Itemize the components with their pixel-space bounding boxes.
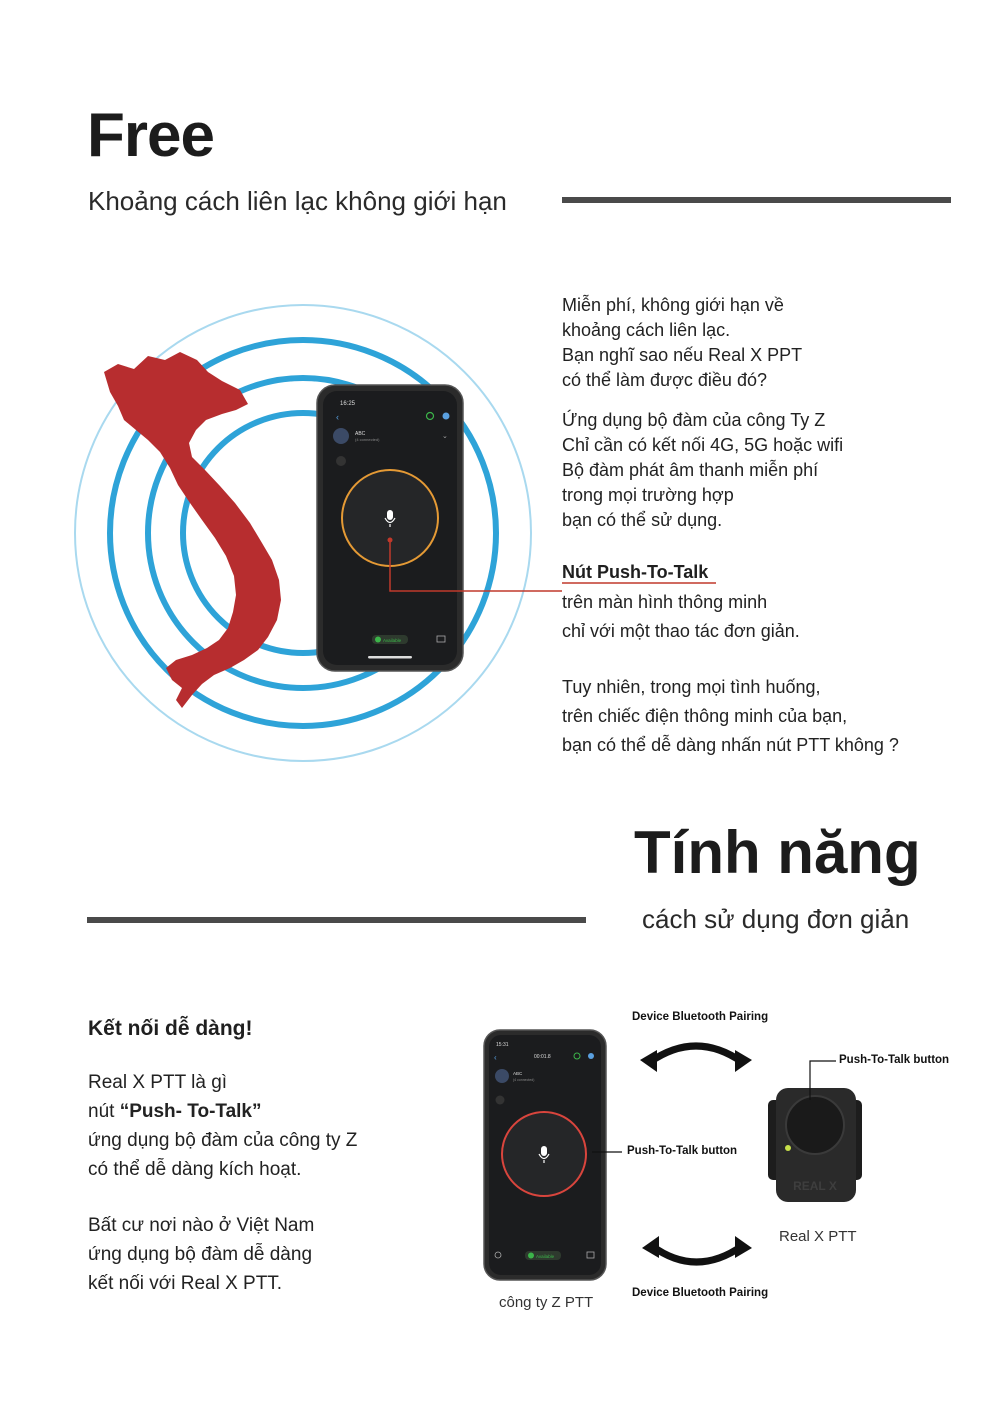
device-ptt-label: Push-To-Talk button bbox=[839, 1054, 950, 1066]
back-chevron-icon[interactable]: ‹ bbox=[336, 412, 339, 422]
camera-icon[interactable] bbox=[336, 456, 346, 466]
device-led bbox=[785, 1145, 791, 1151]
divider-rule-2 bbox=[87, 917, 586, 923]
pairing-label-bottom: Device Bluetooth Pairing bbox=[632, 1287, 769, 1299]
divider-rule bbox=[562, 197, 951, 203]
what-is-paragraph: Real X PTT là gì nút “Push- To-Talk” ứng dụng bộ đàm của công ty Z có thể dễ dàng kích hoạt. bbox=[88, 1072, 358, 1180]
features-subtitle: cách sử dụng đơn giản bbox=[642, 904, 910, 934]
app-paragraph: Ứng dụng bộ đàm của công Ty Z Chỉ cần có kết nối 4G, 5G hoặc wifi Bộ đàm phát âm thanh miễn phí trong mọi trường hợp bạn có thể sử dụng. bbox=[562, 410, 844, 530]
pairing-label-top: Device Bluetooth Pairing bbox=[632, 1011, 769, 1023]
phone2-timer: 00:01.8 bbox=[534, 1054, 551, 1060]
phone-time: 16:25 bbox=[340, 401, 356, 407]
phone-status: Available bbox=[383, 638, 402, 643]
group-status: (4 connected) bbox=[355, 437, 380, 442]
features-title: Tính năng bbox=[634, 819, 921, 886]
microphone-icon bbox=[387, 510, 393, 520]
vietnam-paragraph: Bất cư nơi nào ở Việt Nam ứng dụng bộ đàm dễ dàng kết nối với Real X PTT. bbox=[88, 1215, 315, 1294]
pairing-arrow-bottom bbox=[652, 1246, 742, 1262]
phone-ptt-label: Push-To-Talk button bbox=[627, 1145, 738, 1157]
phone2-group-name: ABC bbox=[513, 1071, 523, 1076]
page-title: Free bbox=[87, 101, 214, 170]
closing-paragraph: Tuy nhiên, trong mọi tình huống, trên chiếc điện thông minh của bạn, bạn có thể dễ dàng nhấn nút PTT không ? bbox=[562, 677, 899, 755]
page-subtitle: Khoảng cách liên lạc không giới hạn bbox=[88, 186, 507, 216]
pairing-arrow-top bbox=[650, 1046, 742, 1062]
device-ptt-button[interactable] bbox=[786, 1096, 844, 1154]
camera-icon[interactable] bbox=[496, 1096, 505, 1105]
connect-heading: Kết nối dễ dàng! bbox=[88, 1017, 253, 1040]
ptt-heading: Nút Push-To-Talk bbox=[562, 562, 709, 582]
device-caption: Real X PTT bbox=[779, 1228, 857, 1245]
group-avatar bbox=[333, 428, 349, 444]
vietnam-map bbox=[104, 352, 281, 708]
device-brand: REAL X bbox=[793, 1179, 837, 1193]
phone2-status: Available bbox=[536, 1254, 555, 1259]
microphone-icon bbox=[541, 1146, 547, 1156]
chevron-down-icon[interactable]: ⌄ bbox=[442, 433, 448, 440]
intro-paragraph: Miễn phí, không giới hạn về khoảng cách liên lạc. Bạn nghĩ sao nếu Real X PPT có thể làm được điều đó? bbox=[562, 295, 803, 390]
phone-caption: công ty Z PTT bbox=[499, 1294, 594, 1311]
real-x-ptt-device bbox=[768, 1088, 862, 1202]
ptt-paragraph: trên màn hình thông minh chỉ với một thao tác đơn giản. bbox=[562, 592, 800, 641]
phone2-time: 15:31 bbox=[496, 1042, 509, 1048]
smartphone-2 bbox=[484, 1030, 606, 1280]
group-name: ABC bbox=[355, 431, 366, 437]
status-check-icon bbox=[528, 1253, 534, 1259]
back-chevron-icon[interactable]: ‹ bbox=[494, 1053, 497, 1062]
phone2-group-status: (4 connected) bbox=[513, 1078, 535, 1082]
smartphone bbox=[317, 385, 463, 671]
chat-icon[interactable] bbox=[443, 413, 450, 420]
chat-icon[interactable] bbox=[588, 1053, 594, 1059]
status-check-icon bbox=[375, 637, 381, 643]
group-avatar bbox=[495, 1069, 509, 1083]
